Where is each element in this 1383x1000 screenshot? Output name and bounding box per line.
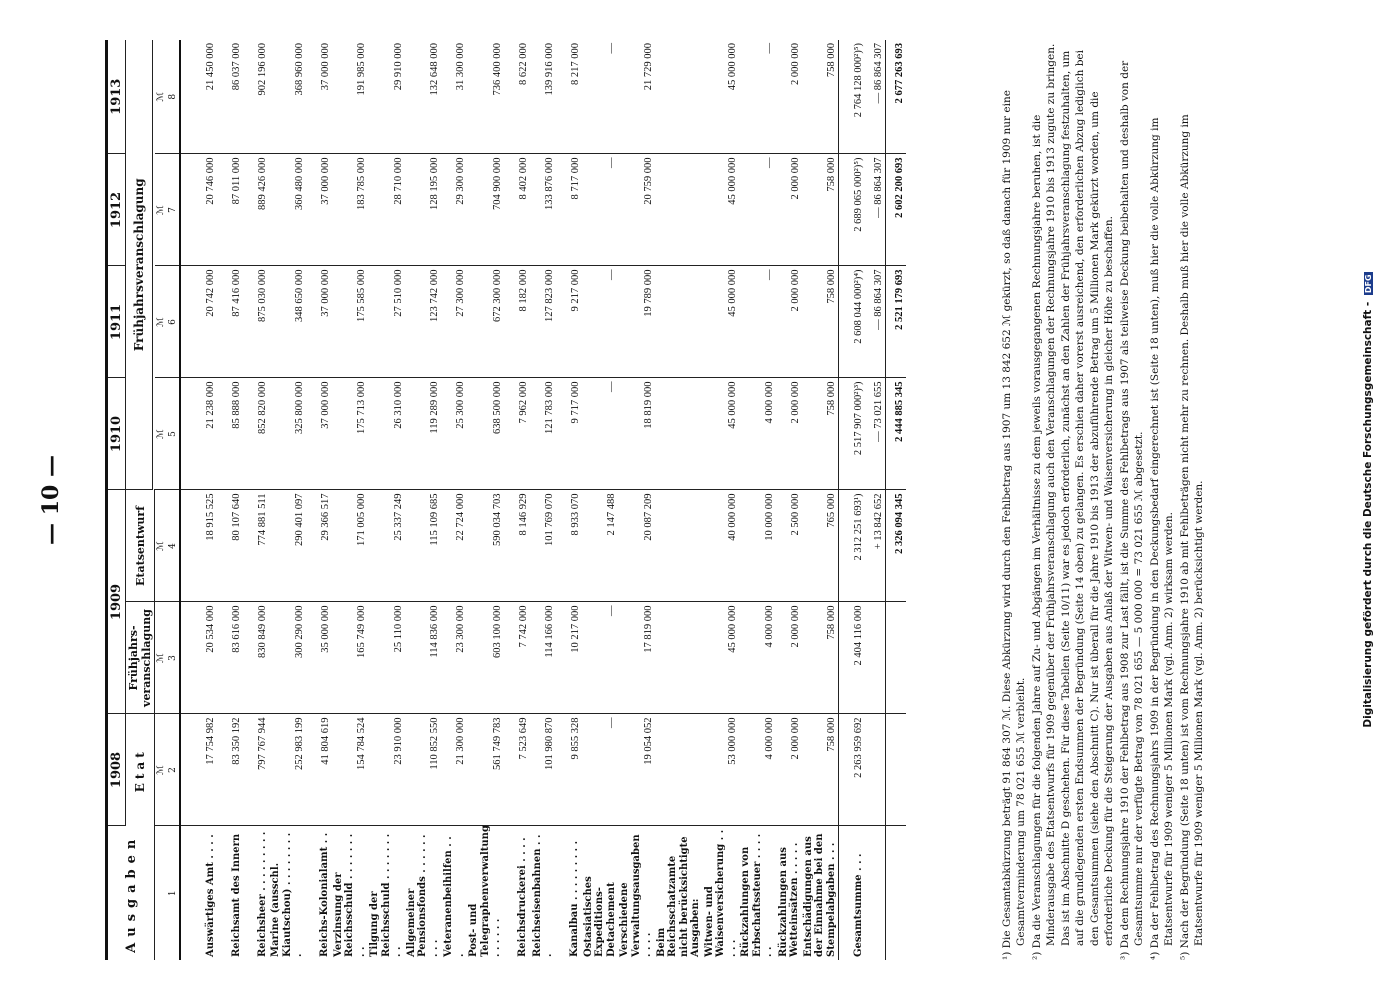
net-value: 2 521 179 693 bbox=[886, 266, 907, 378]
cell-value: 22 724 000 bbox=[441, 490, 467, 602]
table-body bbox=[180, 40, 906, 960]
cell-value bbox=[655, 490, 703, 602]
cell-value: 590 034 703 bbox=[467, 490, 504, 602]
row-label: Ostasiatisches Expeditions-Detachement bbox=[582, 876, 617, 957]
cell-value: 175 713 000 bbox=[332, 378, 369, 490]
cell-value: — bbox=[582, 378, 619, 490]
adjustment-value: — 86 864 307 bbox=[865, 40, 886, 154]
cell-value: — bbox=[582, 40, 619, 154]
footnote: ¹) Die Gesamtabkürzung beträgt 91 864 307 ℳ. Diese Abkürzung wird durch den Fehlbetrag aus 1907 um 13 842 652 ℳ gekürzt, so daß danach für 1909 nur eine Gesamtverminderung um 78 021 655 ℳ verbleibt. bbox=[1001, 90, 1028, 960]
row-label: Auswärtiges Amt . . . . bbox=[204, 834, 216, 957]
cell-value: 127 823 000 bbox=[530, 266, 556, 378]
total-value: 2 608 044 000²)⁴) bbox=[839, 266, 866, 378]
expenditure-table bbox=[105, 40, 906, 960]
cell-value: 110 852 550 bbox=[405, 714, 442, 826]
cell-value: 875 030 000 bbox=[243, 266, 269, 378]
cell-value: 80 107 640 bbox=[217, 490, 243, 602]
cell-value: 8 217 000 bbox=[556, 40, 582, 154]
row-label: Marine (ausschl. Kiautschou) . . . . . . . . . bbox=[270, 832, 304, 957]
footnote: ³) Da dem Rechnungsjahre 1910 der Fehlbetrag aus 1908 zur Last fällt, ist die Summe des Fehlbetrags aus 1907 als teilweise Deckung beibehalten und deshalb von der Gesamtsumme nur der verfügte Betrag von 78 021 655 — 5 000 000 = 73 021 655 ℳ abgesetzt. bbox=[1118, 60, 1146, 960]
cell-value: 45 000 000 bbox=[703, 266, 740, 378]
cell-value: 25 300 000 bbox=[441, 378, 467, 490]
cell-value: 368 960 000 bbox=[269, 40, 306, 154]
cell-value: 18 819 000 bbox=[618, 378, 655, 490]
cell-value: — bbox=[739, 154, 776, 266]
cell-value bbox=[655, 40, 703, 154]
table-row bbox=[802, 40, 839, 960]
table-row bbox=[405, 40, 442, 960]
table-row bbox=[191, 40, 217, 960]
cell-value: 758 000 bbox=[802, 266, 839, 378]
adjustment-label bbox=[865, 826, 886, 960]
unit-mark: ℳ bbox=[155, 266, 168, 378]
cell-value: 300 290 000 bbox=[269, 602, 306, 714]
table-row bbox=[618, 40, 655, 960]
column-number: 3 bbox=[167, 602, 180, 714]
table-row bbox=[582, 40, 619, 960]
unit-mark: ℳ bbox=[155, 602, 168, 714]
row-label: Verschiedene Verwaltungsausgaben . . . . bbox=[619, 834, 653, 957]
table-row bbox=[269, 40, 306, 960]
cell-value: — bbox=[582, 602, 619, 714]
digitization-credit bbox=[1362, 0, 1374, 1000]
cell-value: 758 000 bbox=[802, 154, 839, 266]
cell-value: 101 980 870 bbox=[530, 714, 556, 826]
column-number: 8 bbox=[167, 40, 180, 154]
cell-value: 21 450 000 bbox=[191, 40, 217, 154]
cell-value: 638 500 000 bbox=[467, 378, 504, 490]
cell-value: 23 910 000 bbox=[368, 714, 405, 826]
row-label: Beim Reichsschatzamte nicht berücksichtigte Ausgaben: bbox=[655, 836, 701, 957]
total-row bbox=[839, 40, 866, 960]
row-label: Post- und Telegraphenverwaltung . . . . . . bbox=[468, 825, 502, 957]
cell-value: 121 783 000 bbox=[530, 378, 556, 490]
net-value: 2 444 885 345 bbox=[886, 378, 907, 490]
cell-value: 4 000 000 bbox=[739, 714, 776, 826]
cell-value: 758 000 bbox=[802, 378, 839, 490]
cell-value: 20 759 000 bbox=[618, 154, 655, 266]
cell-value: 29 300 000 bbox=[441, 154, 467, 266]
cell-value: 325 800 000 bbox=[269, 378, 306, 490]
row-label: Verzinsung der Reichsschuld . . . . . . . . . bbox=[332, 833, 367, 957]
footnote: ⁵) Nach der Begründung (Seite 18 unten) ist vom Rechnungsjahre 1910 ab mit Fehlbeträgen nicht mehr zu rechnen. Deshalb muß hier die volle Abkürzung im Etatsentwurfe für 1909 weniger 5 Millionen Mark (vgl. Anm. 2) berücksichtigt werden. bbox=[1178, 114, 1206, 960]
cell-value: 21 729 000 bbox=[618, 40, 655, 154]
net-value bbox=[886, 602, 907, 714]
cell-value: 2 147 488 bbox=[582, 490, 619, 602]
row-label: Reichseisenbahnen . . . bbox=[531, 834, 554, 957]
cell-value: 2 000 000 bbox=[776, 40, 802, 154]
cell-value: 114 166 000 bbox=[530, 602, 556, 714]
cell-value: 53 000 000 bbox=[703, 714, 740, 826]
cell-value: 37 000 000 bbox=[306, 40, 332, 154]
table-row bbox=[739, 40, 776, 960]
column-number: 4 bbox=[167, 490, 180, 602]
cell-value: 18 915 525 bbox=[191, 490, 217, 602]
cell-value: 133 876 000 bbox=[530, 154, 556, 266]
total-label: Gesamtsumme . . . bbox=[839, 826, 866, 960]
table-row bbox=[441, 40, 467, 960]
cell-value: 4 000 000 bbox=[739, 602, 776, 714]
cell-value: 603 100 000 bbox=[467, 602, 504, 714]
net-value: 2 326 094 345 bbox=[886, 490, 907, 602]
cell-value: 35 000 000 bbox=[306, 602, 332, 714]
adjustment-value bbox=[865, 602, 886, 714]
row-label: Reichsamt des Innern bbox=[230, 833, 242, 957]
cell-value: 25 110 000 bbox=[368, 602, 405, 714]
cell-value: — bbox=[739, 266, 776, 378]
cell-value: — bbox=[582, 266, 619, 378]
cell-value bbox=[655, 378, 703, 490]
header-fruehjahrsveranschlagung: Frühjahrsveranschlagung bbox=[126, 40, 153, 490]
cell-value: 17 754 982 bbox=[191, 714, 217, 826]
header-1911: 1911 bbox=[107, 266, 126, 378]
total-value: 2 263 959 692 bbox=[839, 714, 866, 826]
cell-value: 17 819 000 bbox=[618, 602, 655, 714]
total-value: 2 689 065 000²)⁵) bbox=[839, 154, 866, 266]
cell-value: 765 000 bbox=[802, 490, 839, 602]
cell-value: 252 983 199 bbox=[269, 714, 306, 826]
table-row bbox=[530, 40, 556, 960]
row-label: Allgemeiner Pensionsfonds . . . . . . . . . bbox=[405, 834, 440, 957]
cell-value: 183 785 000 bbox=[332, 154, 369, 266]
row-label: Veteranenbeihilfen . . . bbox=[443, 836, 466, 957]
cell-value: 20 742 000 bbox=[191, 266, 217, 378]
cell-value: 7 962 000 bbox=[504, 378, 530, 490]
cell-value: 40 000 000 bbox=[703, 490, 740, 602]
cell-value: 37 000 000 bbox=[306, 378, 332, 490]
table-row bbox=[368, 40, 405, 960]
cell-value: 171 005 000 bbox=[332, 490, 369, 602]
cell-value: 132 648 000 bbox=[405, 40, 442, 154]
table-row bbox=[332, 40, 369, 960]
cell-value: 8 717 000 bbox=[556, 154, 582, 266]
cell-value: 7 742 000 bbox=[504, 602, 530, 714]
unit-mark: ℳ bbox=[155, 40, 168, 154]
cell-value: 31 300 000 bbox=[441, 40, 467, 154]
net-value bbox=[886, 714, 907, 826]
header-fruehjahrsveranschlagung-1909: Frühjahrs-veranschlagung bbox=[126, 602, 155, 714]
cell-value: 8 622 000 bbox=[504, 40, 530, 154]
adjustment-value: — 86 864 307 bbox=[865, 266, 886, 378]
header-1913: 1913 bbox=[107, 40, 126, 154]
cell-value: 28 710 000 bbox=[368, 154, 405, 266]
cell-value: 8 933 070 bbox=[556, 490, 582, 602]
footnote: ²) Da die Veranschlagungen für die folgenden Jahre auf Zu- und Abgängen im Verhältnisse zu dem jeweils vorausgegangenen Rechnungsjahre beruhen, ist die Minderausgabe des Etatsentwurfs für 1909 gegenüber der Frühjahrsveranschlagung auch den Veranschlagungen der Rechnungsjahre 1910 bis 1913 zugute zu bringen. Das ist im Abschnitte D geschehen. Für diese Tabellen (Seite 10/11) war es jedoch erforderlich, zunächst an den Zahlen der Frühjahrsveranschlagung festzuhalten, um auf die grundlegenden ersten Endsummen der Begründung (Seite 14 oben) zu gelangen. Es erschien daher vorerst ausreichend, den erforderlichen Abzug lediglich bei den Gesamtsummen (siehe den Abschnitt C). Nur ist überall für die Jahre 1910 bis 1913 der abzuführende Betrag um 5 Millionen Mark gekürzt worden, um die erforderliche Deckung für die Steigerung der Ausgaben aus Anlaß der Witwen- und Waisenversicherung in gleicher Höhe zu beschaffen. bbox=[1030, 43, 1116, 960]
cell-value: 45 000 000 bbox=[703, 378, 740, 490]
total-value: 2 404 116 000 bbox=[839, 602, 866, 714]
cell-value: 797 767 944 bbox=[243, 714, 269, 826]
cell-value: 2 000 000 bbox=[776, 154, 802, 266]
cell-value: 9 855 328 bbox=[556, 714, 582, 826]
cell-value: 758 000 bbox=[802, 602, 839, 714]
table-row bbox=[217, 40, 243, 960]
cell-value: 83 350 192 bbox=[217, 714, 243, 826]
cell-value: 2 000 000 bbox=[776, 378, 802, 490]
cell-value: 889 426 000 bbox=[243, 154, 269, 266]
adjustment-row bbox=[865, 40, 886, 960]
cell-value: 20 534 000 bbox=[191, 602, 217, 714]
row-label: Reichsdruckerei . . . . bbox=[517, 837, 528, 957]
cell-value bbox=[655, 602, 703, 714]
cell-value: 27 300 000 bbox=[441, 266, 467, 378]
net-value: 2 602 200 693 bbox=[886, 154, 907, 266]
cell-value: 37 000 000 bbox=[306, 154, 332, 266]
cell-value: 7 523 649 bbox=[504, 714, 530, 826]
header-1909: 1909 bbox=[107, 490, 126, 714]
row-label: Witwen- und Waisenversicherung . . . . . bbox=[703, 829, 738, 957]
net-total-row bbox=[886, 40, 907, 960]
row-label: Tilgung der Reichsschuld . . . . . . . . . bbox=[369, 833, 403, 957]
table-row bbox=[306, 40, 332, 960]
cell-value: 20 087 209 bbox=[618, 490, 655, 602]
cell-value: 85 888 000 bbox=[217, 378, 243, 490]
total-value: 2 312 251 693¹) bbox=[839, 490, 866, 602]
cell-value: 704 900 000 bbox=[467, 154, 504, 266]
row-label: Rückzahlungen aus Wetteinsätzen . . . . . bbox=[777, 842, 800, 957]
net-label bbox=[886, 826, 907, 960]
cell-value: 2 000 000 bbox=[776, 602, 802, 714]
cell-value: 4 000 000 bbox=[739, 378, 776, 490]
unit-mark: ℳ bbox=[155, 154, 168, 266]
cell-value bbox=[655, 154, 703, 266]
cell-value: 2 500 000 bbox=[776, 490, 802, 602]
cell-value: 290 401 097 bbox=[269, 490, 306, 602]
cell-value: 175 585 000 bbox=[332, 266, 369, 378]
cell-value: 348 650 000 bbox=[269, 266, 306, 378]
cell-value: 45 000 000 bbox=[703, 602, 740, 714]
cell-value bbox=[655, 266, 703, 378]
cell-value: 87 416 000 bbox=[217, 266, 243, 378]
cell-value: 19 054 052 bbox=[618, 714, 655, 826]
table-row bbox=[243, 40, 269, 960]
footnotes bbox=[1000, 40, 1208, 960]
cell-value: 45 000 000 bbox=[703, 40, 740, 154]
cell-value: 8 402 000 bbox=[504, 154, 530, 266]
cell-value: 87 011 000 bbox=[217, 154, 243, 266]
table-row bbox=[655, 40, 703, 960]
unit-mark: ℳ bbox=[155, 490, 168, 602]
row-label: Reichsheer . . . . . . . . . bbox=[256, 831, 268, 957]
cell-value: 8 146 929 bbox=[504, 490, 530, 602]
table-row bbox=[703, 40, 740, 960]
row-label: Rückzahlungen von Erbschaftssteuer . . . . . . bbox=[740, 833, 774, 957]
unit-mark: ℳ bbox=[155, 714, 168, 826]
header-ausgaben: Ausgaben bbox=[107, 826, 155, 960]
cell-value: — bbox=[582, 714, 619, 826]
cell-value: — bbox=[739, 40, 776, 154]
row-label: Reichs-Kolonialamt . . bbox=[319, 832, 330, 957]
cell-value: 21 238 000 bbox=[191, 378, 217, 490]
header-1908: 1908 bbox=[107, 714, 126, 826]
adjustment-value: — 86 864 307 bbox=[865, 154, 886, 266]
total-value: 2 517 907 000²)³) bbox=[839, 378, 866, 490]
cell-value: 154 784 524 bbox=[332, 714, 369, 826]
cell-value: 758 000 bbox=[802, 714, 839, 826]
cell-value: 191 985 000 bbox=[332, 40, 369, 154]
column-number: 1 bbox=[167, 826, 180, 960]
cell-value: 83 616 000 bbox=[217, 602, 243, 714]
cell-value: 9 217 000 bbox=[556, 266, 582, 378]
cell-value: 29 910 000 bbox=[368, 40, 405, 154]
cell-value: 139 916 000 bbox=[530, 40, 556, 154]
column-number: 2 bbox=[167, 714, 180, 826]
cell-value: 86 037 000 bbox=[217, 40, 243, 154]
cell-value: 10 217 000 bbox=[556, 602, 582, 714]
cell-value: 360 480 000 bbox=[269, 154, 306, 266]
credit-text: Digitalisierung gefördert durch die Deutsche Forschungsgemeinschaft - bbox=[1362, 301, 1374, 728]
cell-value: 41 804 619 bbox=[306, 714, 332, 826]
cell-value: 830 849 000 bbox=[243, 602, 269, 714]
page-number: — 10 — bbox=[38, 455, 64, 545]
cell-value: 10 000 000 bbox=[739, 490, 776, 602]
cell-value: 9 717 000 bbox=[556, 378, 582, 490]
cell-value: 21 300 000 bbox=[441, 714, 467, 826]
row-label: Entschädigungen aus der Einnahme bei den Stempelabgaben . . . bbox=[802, 833, 837, 957]
column-number: 5 bbox=[167, 378, 180, 490]
cell-value: 25 337 249 bbox=[368, 490, 405, 602]
cell-value: 8 182 000 bbox=[504, 266, 530, 378]
total-value: 2 764 128 000²)⁵) bbox=[839, 40, 866, 154]
header-1912: 1912 bbox=[107, 154, 126, 266]
cell-value: 20 746 000 bbox=[191, 154, 217, 266]
cell-value: 2 000 000 bbox=[776, 714, 802, 826]
adjustment-value: — 73 021 655 bbox=[865, 378, 886, 490]
footnote: ⁴) Da der Fehlbetrag des Rechnungsjahrs 1909 in der Begründung in den Deckungsbedarf eingerechnet ist (Seite 18 unten), muß hier die volle Abkürzung im Etatsentwurfe für 1909 weniger 5 Millionen Mark (vgl. Anm. 2) wirksam werden. bbox=[1148, 117, 1176, 960]
table-row bbox=[467, 40, 504, 960]
cell-value: — bbox=[582, 154, 619, 266]
table-row bbox=[776, 40, 802, 960]
cell-value: 774 881 511 bbox=[243, 490, 269, 602]
cell-value: 19 789 000 bbox=[618, 266, 655, 378]
header-etatsentwurf: Etatsentwurf bbox=[126, 490, 155, 602]
header-etat: Etat bbox=[126, 714, 155, 826]
cell-value: 128 195 000 bbox=[405, 154, 442, 266]
cell-value: 852 820 000 bbox=[243, 378, 269, 490]
unit-mark: ℳ bbox=[155, 378, 168, 490]
column-number: 7 bbox=[167, 154, 180, 266]
cell-value: 37 000 000 bbox=[306, 266, 332, 378]
column-number: 6 bbox=[167, 266, 180, 378]
cell-value: 27 510 000 bbox=[368, 266, 405, 378]
cell-value: 26 310 000 bbox=[368, 378, 405, 490]
cell-value: 902 196 000 bbox=[243, 40, 269, 154]
cell-value: 758 000 bbox=[802, 40, 839, 154]
header-1910: 1910 bbox=[107, 378, 126, 490]
table-row bbox=[556, 40, 582, 960]
cell-value: 114 836 000 bbox=[405, 602, 442, 714]
cell-value: 2 000 000 bbox=[776, 266, 802, 378]
cell-value: 736 400 000 bbox=[467, 40, 504, 154]
dfg-logo: DFG bbox=[1364, 274, 1373, 294]
cell-value: 672 300 000 bbox=[467, 266, 504, 378]
adjustment-value: + 13 842 652 bbox=[865, 490, 886, 602]
cell-value: 561 749 783 bbox=[467, 714, 504, 826]
cell-value: 115 109 685 bbox=[405, 490, 442, 602]
cell-value bbox=[655, 714, 703, 826]
cell-value: 45 000 000 bbox=[703, 154, 740, 266]
cell-value: 123 742 000 bbox=[405, 266, 442, 378]
net-value: 2 677 263 693 bbox=[886, 40, 907, 154]
table-row bbox=[504, 40, 530, 960]
adjustment-value bbox=[865, 714, 886, 826]
cell-value: 101 769 070 bbox=[530, 490, 556, 602]
cell-value: 23 300 000 bbox=[441, 602, 467, 714]
row-label: Kanalbau . . . . . . . . . bbox=[569, 840, 580, 957]
cell-value: 119 289 000 bbox=[405, 378, 442, 490]
cell-value: 165 749 000 bbox=[332, 602, 369, 714]
cell-value: 29 366 517 bbox=[306, 490, 332, 602]
